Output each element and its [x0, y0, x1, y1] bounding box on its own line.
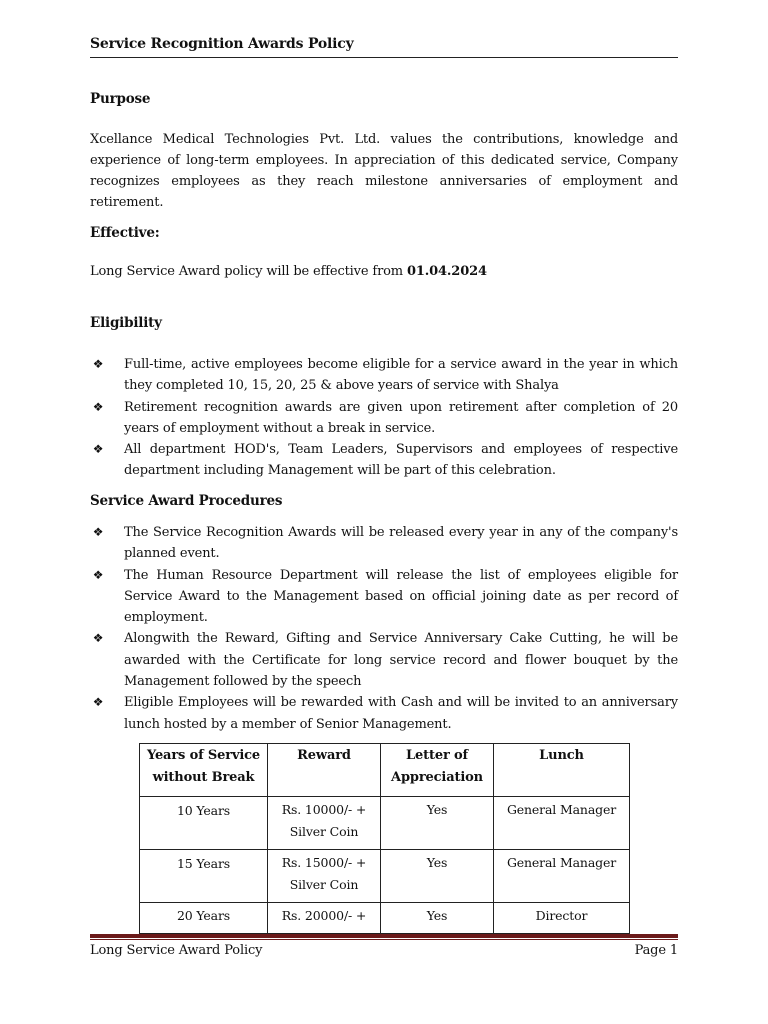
column-header: Lunch: [494, 744, 630, 797]
list-item: ❖ Eligible Employees will be rewarded with Cash and will be invited to an anniversary lunch hosted by a member of Senior Management.: [90, 692, 678, 735]
effective-heading: Effective:: [90, 225, 160, 241]
procedures-heading: Service Award Procedures: [90, 493, 283, 509]
procedures-list: [90, 522, 678, 735]
purpose-paragraph: Xcellance Medical Technologies Pvt. Ltd. values the contributions, knowledge and experience of long-term employees. In appreciation of this dedicated service, Company recognizes employees as they reach milestone anniversaries of employment and retirement.: [90, 132, 678, 210]
table-header-row: [140, 744, 630, 797]
diamond-bullet-icon: ❖: [92, 357, 104, 371]
table-row: [140, 903, 630, 934]
list-item: ❖ The Service Recognition Awards will be released every year in any of the company's planned event.: [90, 522, 678, 565]
table-cell: Rs. 10000/- + Silver Coin: [268, 797, 381, 850]
list-item: ❖ Full-time, active employees become eligible for a service award in the year in which they completed 10, 15, 20, 25 & above years of service with Shalya: [90, 354, 678, 397]
column-header: Years of Service without Break: [140, 744, 268, 797]
effective-paragraph: [90, 261, 678, 282]
table-cell: Yes: [381, 850, 494, 903]
diamond-bullet-icon: ❖: [92, 567, 104, 582]
diamond-bullet-icon: ❖: [92, 442, 104, 457]
table-cell: Yes: [381, 797, 494, 850]
table-cell: 15 Years: [140, 850, 268, 903]
table-cell: 20 Years: [140, 903, 268, 934]
column-header: Letter of Appreciation: [381, 744, 494, 797]
column-header: Reward: [268, 744, 381, 797]
table-cell: Rs. 20000/- +: [268, 903, 381, 934]
list-item: ❖ All department HOD's, Team Leaders, Supervisors and employees of respective department including Management will be part of this celebration.: [90, 439, 678, 482]
diamond-bullet-icon: ❖: [92, 399, 104, 414]
list-item: ❖ The Human Resource Department will release the list of employees eligible for Service Award to the Management based on official joining date as per record of employment.: [90, 565, 678, 629]
list-item: ❖ Alongwith the Reward, Gifting and Service Anniversary Cake Cutting, he will be awarded with the Certificate for long service record and flower bouquet by the Management followed by the speech: [90, 628, 678, 692]
diamond-bullet-icon: ❖: [92, 525, 104, 539]
table-cell: General Manager: [494, 850, 630, 903]
award-table: [139, 743, 630, 934]
effective-date: 01.04.2024: [406, 264, 487, 279]
page-number: Page 1: [634, 943, 678, 958]
diamond-bullet-icon: ❖: [92, 631, 104, 646]
table-cell: 10 Years: [140, 797, 268, 850]
eligibility-heading: Eligibility: [90, 315, 162, 331]
header-divider: [90, 57, 678, 58]
eligibility-list: [90, 354, 678, 482]
table-cell: Director: [494, 903, 630, 934]
table-row: [140, 850, 630, 903]
purpose-heading: Purpose: [90, 91, 151, 107]
table-cell: General Manager: [494, 797, 630, 850]
table-row: [140, 797, 630, 850]
diamond-bullet-icon: ❖: [92, 695, 104, 710]
table-cell: Rs. 15000/- + Silver Coin: [268, 850, 381, 903]
effective-text: Long Service Award policy will be effective from: [90, 264, 407, 279]
page-header-title: Service Recognition Awards Policy: [90, 36, 354, 52]
list-item: ❖ Retirement recognition awards are given upon retirement after completion of 20 years of employment without a break in service.: [90, 397, 678, 440]
footer-document-title: Long Service Award Policy: [90, 943, 263, 958]
footer-divider-thin: [90, 939, 678, 940]
table-cell: Yes: [381, 903, 494, 934]
footer-divider: [90, 934, 678, 938]
